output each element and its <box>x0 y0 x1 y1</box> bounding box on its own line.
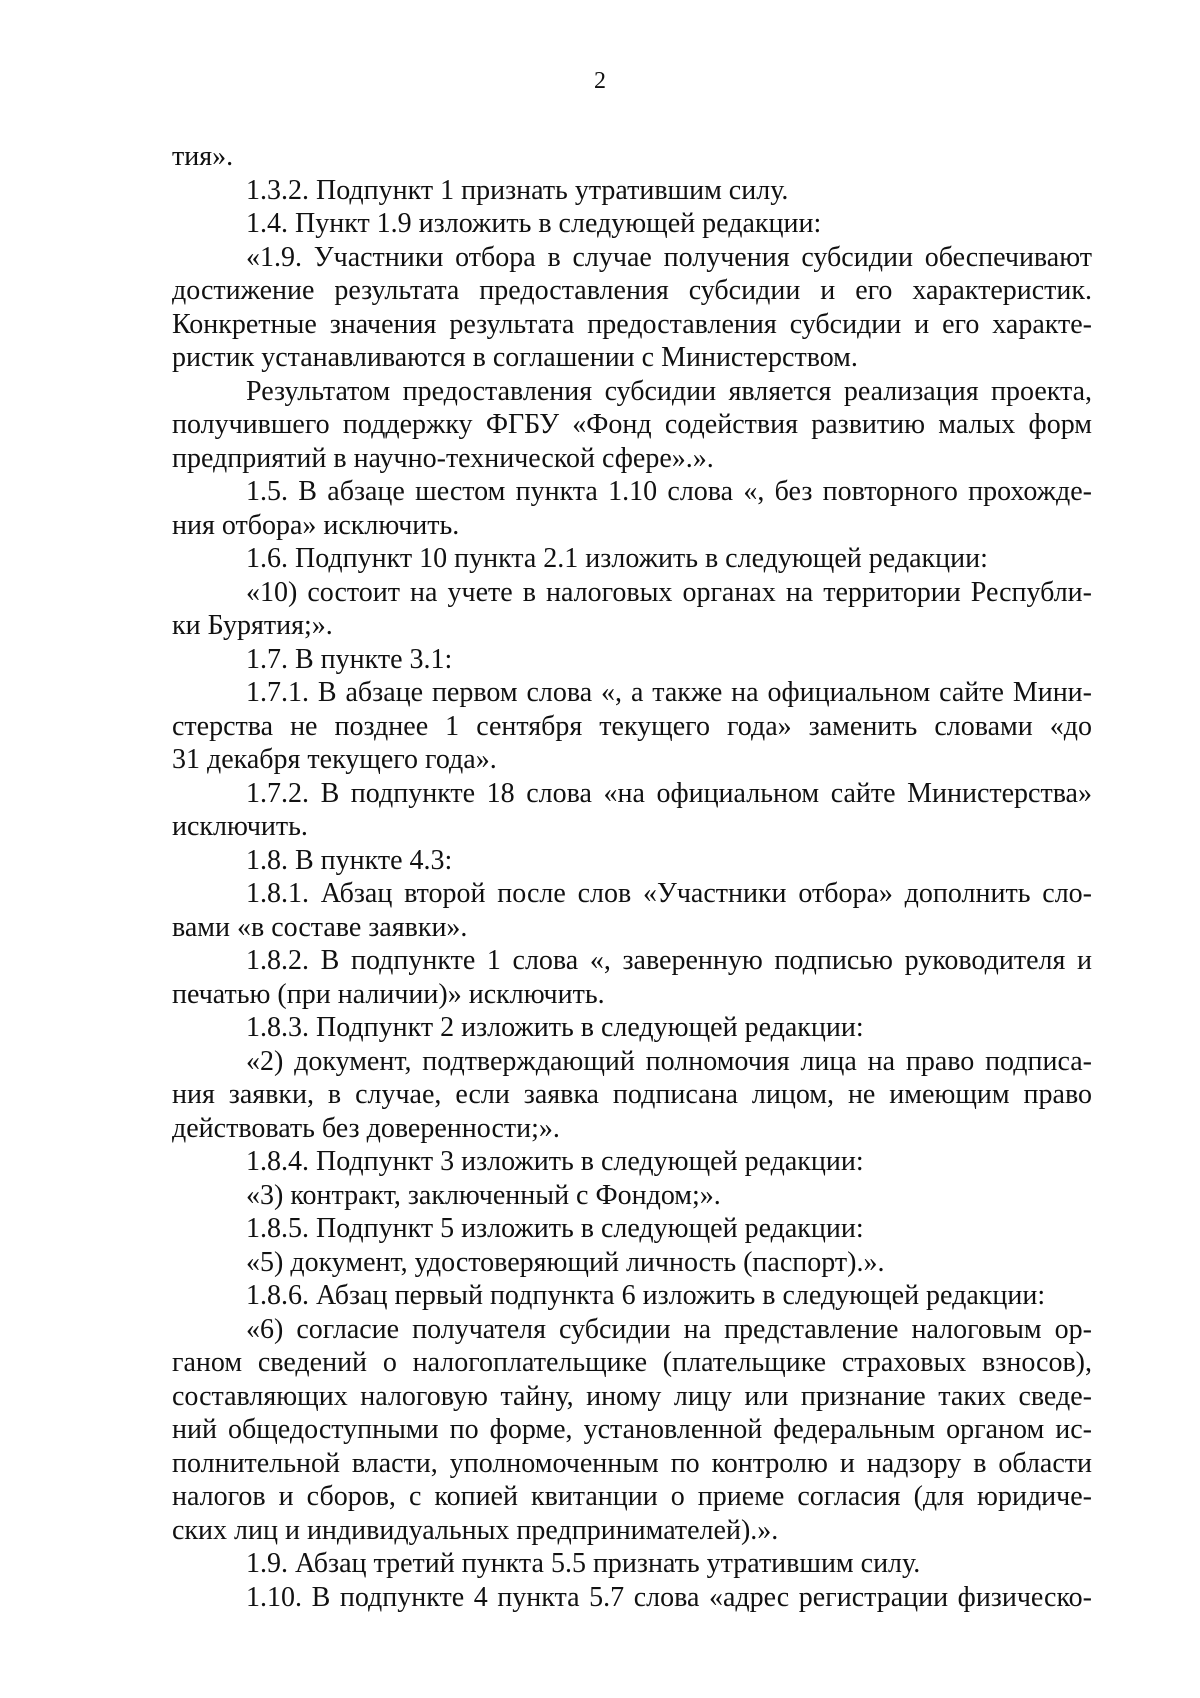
text-line: налогов и сборов, с копией квитанции о приеме согласия (для юридиче- <box>172 1481 1092 1512</box>
text-line: Результатом предоставления субсидии является реализация проекта, <box>246 375 1092 407</box>
text-line: вами «в составе заявки». <box>172 911 468 943</box>
text-line: 31 декабря текущего года». <box>172 744 497 775</box>
text-line: ния отбора» исключить. <box>172 509 460 541</box>
text-line: 1.7. В пункте 3.1: <box>246 643 453 675</box>
text-line: достижение результата предоставления субсидии и его характеристик. <box>172 275 1092 306</box>
text-line: полнительной власти, уполномоченным по контролю и надзору в области <box>172 1447 1092 1479</box>
text-line: 1.3.2. Подпункт 1 признать утратившим силу. <box>246 174 789 206</box>
text-line: стерства не позднее 1 сентября текущего года» заменить словами «до <box>172 710 1092 742</box>
text-line: исключить. <box>172 811 308 842</box>
text-line: «6) согласие получателя субсидии на представление налоговым ор- <box>246 1313 1092 1345</box>
text-line: получившего поддержку ФГБУ «Фонд содействия развитию малых форм <box>172 409 1092 440</box>
text-line: тия». <box>172 141 234 172</box>
text-line: 1.4. Пункт 1.9 изложить в следующей редакции: <box>246 208 822 239</box>
text-line: 1.7.2. В подпункте 18 слова «на официальном сайте Министерства» <box>246 777 1092 809</box>
text-line: 1.8. В пункте 4.3: <box>246 844 453 876</box>
text-line: 1.6. Подпункт 10 пункта 2.1 изложить в следующей редакции: <box>246 543 988 574</box>
text-line: 1.8.3. Подпункт 2 изложить в следующей редакции: <box>246 1012 864 1043</box>
text-line: «1.9. Участники отбора в случае получения субсидии обеспечивают <box>246 241 1092 273</box>
page-number: 2 <box>594 68 606 94</box>
text-line: ганом сведений о налогоплательщике (плательщике страховых взносов), <box>172 1347 1092 1378</box>
text-line: «10) состоит на учете в налоговых органах на территории Республи- <box>246 576 1092 608</box>
text-line: ристик устанавливаются в соглашении с Министерством. <box>172 342 858 373</box>
text-line: 1.8.4. Подпункт 3 изложить в следующей редакции: <box>246 1146 864 1177</box>
text-line: «3) контракт, заключенный с Фондом;». <box>246 1179 721 1211</box>
text-line: печатью (при наличии)» исключить. <box>172 978 605 1010</box>
text-line: ний общедоступными по форме, установленной федеральным органом ис- <box>172 1414 1092 1445</box>
text-line: действовать без доверенности;». <box>172 1112 560 1144</box>
text-line: предприятий в научно-технической сфере».». <box>172 442 714 474</box>
text-line: «5) документ, удостоверяющий личность (паспорт).». <box>246 1246 885 1278</box>
document-body <box>172 140 1092 1614</box>
text-line: 1.9. Абзац третий пункта 5.5 признать утратившим силу. <box>246 1548 921 1579</box>
text-line: 1.5. В абзаце шестом пункта 1.10 слова «, без повторного прохожде- <box>246 476 1092 507</box>
text-line: составляющих налоговую тайну, иному лицу или признание таких сведе- <box>172 1380 1092 1412</box>
text-line: 1.7.1. В абзаце первом слова «, а также на официальном сайте Мини- <box>246 677 1092 708</box>
text-line: «2) документ, подтверждающий полномочия лица на право подписа- <box>246 1045 1092 1077</box>
text-line: Конкретные значения результата предоставления субсидии и его характе- <box>172 308 1092 340</box>
text-line: 1.10. В подпункте 4 пункта 5.7 слова «адрес регистрации физическо- <box>246 1581 1092 1613</box>
text-line: 1.8.2. В подпункте 1 слова «, заверенную подписью руководителя и <box>246 945 1092 976</box>
text-line: ки Бурятия;». <box>172 610 333 641</box>
text-line: 1.8.5. Подпункт 5 изложить в следующей редакции: <box>246 1213 864 1244</box>
text-line: 1.8.1. Абзац второй после слов «Участники отбора» дополнить сло- <box>246 878 1092 909</box>
text-line: 1.8.6. Абзац первый подпункта 6 изложить в следующей редакции: <box>246 1280 1046 1311</box>
text-line: ния заявки, в случае, если заявка подписана лицом, не имеющим право <box>172 1079 1092 1110</box>
text-line: ских лиц и индивидуальных предпринимателей).». <box>172 1514 779 1546</box>
